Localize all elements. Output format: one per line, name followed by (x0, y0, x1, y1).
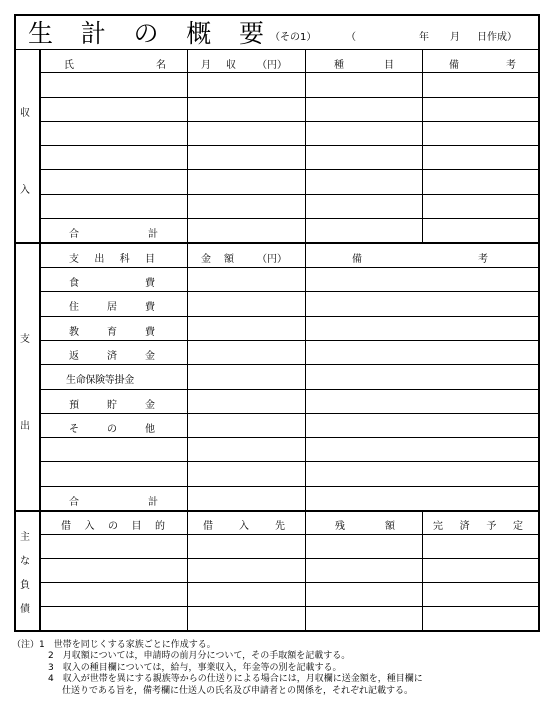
side-label-income: 収 (20, 108, 30, 119)
header-loan-purpose: 借 入 の 目 的 (61, 521, 165, 532)
note-line: 仕送りである旨を，備考欄に仕送人の氏名及び申請者との関係を，それぞれ記載する。 (62, 685, 414, 696)
header-name: 氏 (64, 60, 74, 71)
header-lender: 借 入 先 (203, 521, 285, 532)
income-total-label: 計 (148, 229, 158, 240)
header-monthly-income: 月 (201, 60, 211, 71)
expense-row-label: 預 貯 金 (69, 400, 155, 411)
rule-income-bottom (14, 242, 540, 244)
side-label-debt: 負 (20, 580, 30, 591)
rule (40, 461, 540, 462)
rule (40, 72, 540, 73)
header-monthly-income: 収 (226, 60, 236, 71)
date-open-paren: （ (346, 32, 356, 43)
header-remarks: 備 (352, 254, 362, 265)
rule (40, 194, 540, 195)
rule (40, 558, 540, 559)
rule (40, 606, 540, 607)
side-label-debt: 主 (20, 532, 30, 543)
rule-col (305, 49, 306, 632)
rule-expense-bottom (14, 510, 540, 512)
side-label-debt: 債 (20, 604, 30, 615)
form-title (28, 14, 264, 50)
expense-row-label: そ の 他 (69, 424, 155, 435)
rule-title-bottom (14, 49, 540, 50)
expense-row-label: 返 済 金 (69, 351, 155, 362)
header-name: 名 (156, 60, 166, 71)
header-amount: 額 (224, 254, 234, 265)
note-line: 4 収入が世帯を異にする親族等からの仕送りによる場合には，月収欄に送金額を，種目欄に (48, 674, 423, 685)
header-balance: 額 (385, 521, 395, 532)
rule-side-col (39, 49, 41, 632)
note-line: 2 月収額については，申請時の前月分について，その手取額を記載する。 (48, 651, 351, 662)
rule (40, 340, 540, 341)
rule-col-income (422, 49, 423, 243)
side-label-expense: 支 (20, 334, 30, 345)
notes (12, 640, 423, 697)
rule (40, 534, 540, 535)
header-yen: （円） (257, 60, 287, 71)
rule (40, 218, 540, 219)
rule (40, 267, 540, 268)
rule (40, 413, 540, 414)
header-expense-item: 支 出 科 目 (69, 254, 155, 265)
rule (40, 389, 540, 390)
rule (40, 97, 540, 98)
side-label-income: 入 (20, 185, 30, 196)
rule (40, 145, 540, 146)
expense-row-label: 食 費 (69, 278, 155, 289)
side-label-expense: 出 (20, 421, 30, 432)
title-char: の (133, 19, 159, 48)
header-yen: （円） (257, 254, 287, 265)
expense-row-label: 教 育 費 (69, 327, 155, 338)
title-sub: （その1） (270, 32, 317, 43)
title-char: 生 (28, 19, 54, 48)
header-balance: 残 (335, 521, 345, 532)
note-line: 3 収入の種目欄については，給与，事業収入，年金等の別を記載する。 (48, 662, 342, 673)
note-line: 1 世帯を同じくする家族ごとに作成する。 (39, 640, 216, 650)
header-remarks: 備 (449, 60, 459, 71)
date-month-label: 月 (450, 32, 460, 43)
rule (40, 169, 540, 170)
rule-col (187, 49, 188, 632)
rule-col-debt (422, 510, 423, 632)
expense-row-label: 生命保険等掛金 (66, 375, 134, 386)
rule (40, 291, 540, 292)
rule (40, 316, 540, 317)
title-char: 計 (80, 19, 106, 48)
rule (40, 582, 540, 583)
expense-total-label: 合 (69, 497, 79, 508)
rule (40, 437, 540, 438)
income-total-label: 合 (69, 229, 79, 240)
header-remarks: 考 (478, 254, 488, 265)
date-day-created-label: 日作成） (477, 32, 517, 43)
header-amount: 金 (201, 254, 211, 265)
rule (40, 364, 540, 365)
rule (40, 121, 540, 122)
side-label-debt: な (20, 556, 30, 567)
date-year-label: 年 (419, 32, 429, 43)
header-remarks: 考 (506, 60, 516, 71)
rule (40, 486, 540, 487)
expense-total-label: 計 (148, 497, 158, 508)
expense-row-label: 住 居 費 (69, 302, 155, 313)
header-category: 目 (384, 60, 394, 71)
notes-lead: （注） (12, 640, 40, 650)
header-category: 種 (334, 60, 344, 71)
title-char: 概 (186, 19, 212, 48)
header-payoff-plan: 完 済 予 定 (433, 521, 523, 532)
title-char: 要 (238, 19, 264, 48)
